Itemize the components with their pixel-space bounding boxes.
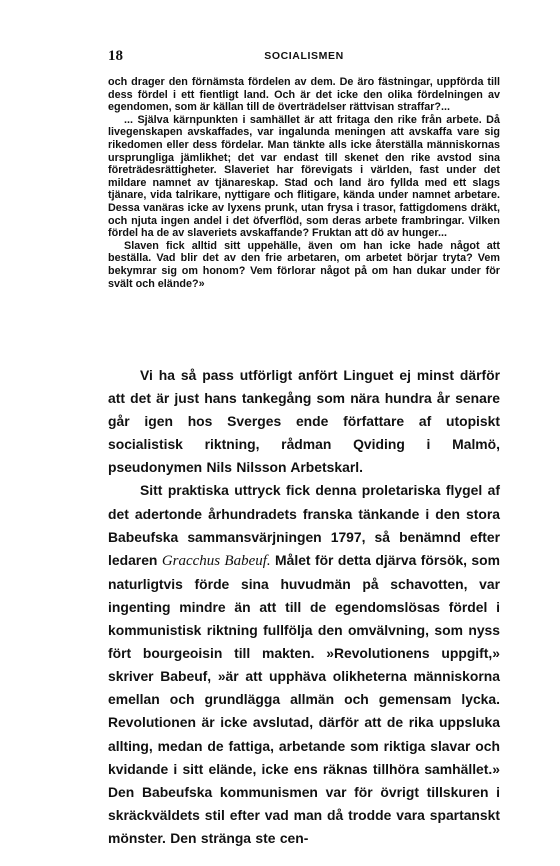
- body-paragraph-2: [108, 479, 500, 850]
- page-number: 18: [108, 48, 123, 64]
- body-text: [108, 364, 500, 850]
- quote-paragraph-1: och drager den förnämsta fördelen av dem. De äro fästningar, uppförda till dess fördel i ett fientligt land. Och är det icke den olika fördelningen av egendomen, som är källan till de överträdelser rättvisan straffar?...: [108, 76, 500, 114]
- quote-paragraph-2: ... Själva kärnpunkten i samhället är att fritaga den rike från arbete. Då livegenskapen avskaffades, var ingalunda meningen att avskaffa vare sig rikedomen eller dess fördelar. Man tänkte alls icke återställa människornas ursprungliga jämlikhet; det var endast till skenet den rike avstod sina företrädesrättigheter. Slaveriet har förevigats i världen, fast under det mildare namnet av tjänareskap. Stad och land äro fyllda med ett slags tjänare, vida talrikare, nyttigare och flitigare, kända under namnet arbetare. Dessa vanäras icke av lyxens prunk, utan frysa i trasor, fattigdomens dräkt, och njuta ingen andel i det öfverflöd, som deras arbete frambringar. Vilken fördel ha de av slaveriets avskaffande? Fruktan att dö av hunger...: [108, 113, 500, 240]
- body-paragraph-1: Vi ha så pass utförligt anfört Linguet ej minst därför att det är just hans tankegång som nära hundra år senare går igen hos Sverges ende författare af utopiskt socialistisk riktning, rådman Qviding i Malmö, pseudonymen Nils Nilsson Arbetskarl.: [108, 367, 500, 476]
- quote-paragraph-3: Slaven fick alltid sitt uppehälle, även om han icke hade något att beställa. Vad blir det av den frie arbetaren, om arbetet börjar tryta? Vem bekymrar sig om honom? Vem förlorar något på om han dukar under för svält och elände?»: [108, 239, 500, 290]
- running-title: SOCIALISMEN: [264, 50, 344, 62]
- body-paragraph-2-start: Sitt praktiska uttryck fick denna proletariska flygel af det adertonde århundradets franska tänkande i den stora Babeufska sammansvärjningen 1797, så benämnd efter ledaren: [108, 482, 500, 568]
- block-quote: [108, 76, 500, 290]
- person-name-italic: Gracchus Babeuf.: [161, 552, 271, 569]
- body-paragraph-2-end: Målet för detta djärva försök, som naturligtvis förde sina huvudmän på schavotten, var ingenting mindre än att till de egendomslösas fördel i kommunistisk riktning fullfölja den omvälvning, som nyss fört bourgeoisin till makten. »Revolutionens uppgift,» skriver Babeuf, »är att upphäva olikheterna människorna emellan och grundlägga allmän och gemensam lycka. Revolutionen är icke avslutad, därför att de rika uppsluka allting, medan de fattiga, arbetande som riktiga slavar och kvidande i sitt elände, icke ens räknas tillhöra samhället.» Den Babeufska kommunismen var för övrigt tillskuren i skräckväldets stil efter vad man då trodde vara spartanskt mönster. Den stränga ste cen-: [108, 551, 500, 846]
- page-header: [108, 48, 500, 68]
